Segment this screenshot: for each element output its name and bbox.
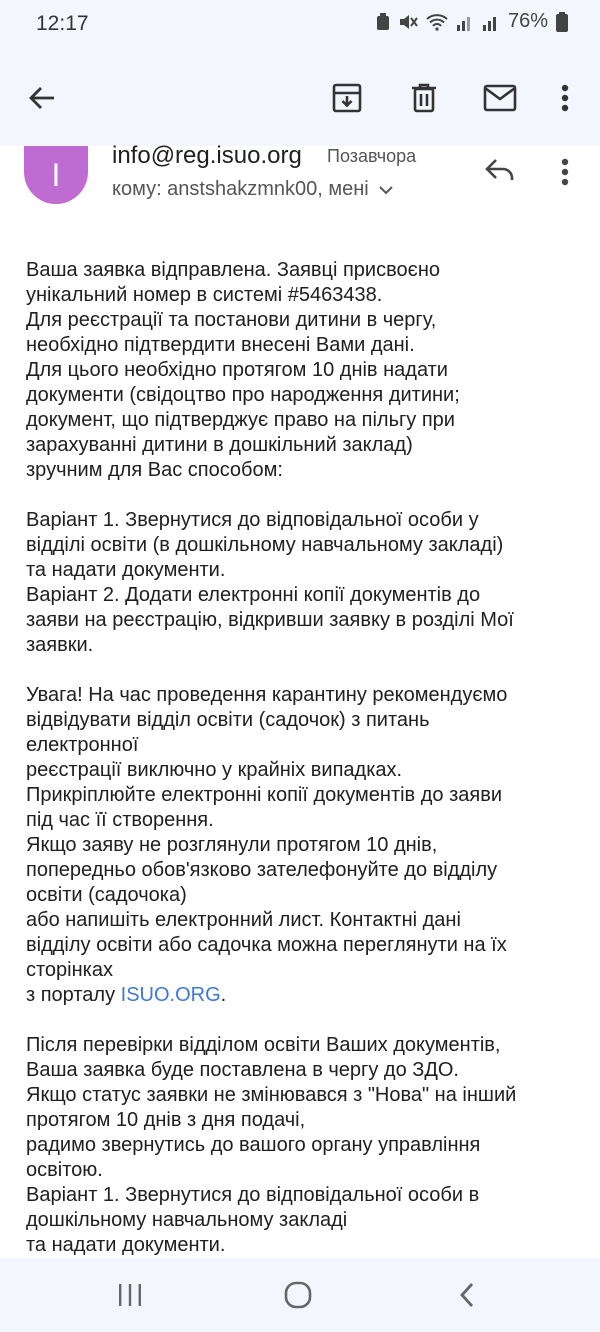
mark-unread-button[interactable] bbox=[476, 74, 524, 122]
body-line: або напишіть електронний лист. Контактні дані bbox=[26, 909, 461, 931]
archive-button[interactable] bbox=[323, 74, 371, 122]
trash-icon bbox=[411, 83, 437, 113]
sender-email[interactable]: info@reg.isuo.org bbox=[112, 142, 302, 169]
body-line: освіти (садочока) bbox=[26, 884, 187, 906]
body-line: дошкільному навчальному закладі bbox=[26, 1209, 348, 1231]
body-line: протягом 10 днів з дня подачі, bbox=[26, 1109, 306, 1131]
avatar-letter: I bbox=[51, 156, 61, 193]
body-line: сторінках bbox=[26, 959, 113, 981]
body-line: зарахуванні дитини в дошкільний заклад) bbox=[26, 434, 413, 456]
delete-button[interactable] bbox=[400, 74, 448, 122]
signal-icon-2 bbox=[482, 13, 500, 31]
more-vert-icon bbox=[561, 158, 569, 186]
mute-icon bbox=[398, 12, 418, 32]
signal-icon bbox=[456, 13, 474, 31]
body-line: заявки. bbox=[26, 634, 94, 656]
more-options-button[interactable] bbox=[541, 74, 589, 122]
recipients-text: кому: anstshakzmnk00, мені bbox=[112, 178, 369, 200]
body-line: під час її створення. bbox=[26, 809, 214, 831]
body-line: з порталу bbox=[26, 984, 121, 1006]
arrow-back-icon bbox=[28, 84, 56, 112]
recents-icon bbox=[117, 1283, 143, 1307]
body-line: Варіант 1. Звернутися до відповідальної особи в bbox=[26, 1184, 480, 1206]
body-line: Після перевірки відділом освіти Ваших документів, bbox=[26, 1034, 501, 1056]
back-button[interactable] bbox=[18, 74, 66, 122]
system-back-button[interactable] bbox=[443, 1271, 491, 1319]
body-line: Прикріплюйте електронні копії документів до заяви bbox=[26, 784, 502, 806]
system-nav-bar bbox=[0, 1258, 600, 1332]
recipients-toggle[interactable] bbox=[112, 178, 393, 201]
back-chevron-icon bbox=[459, 1282, 475, 1308]
wifi-icon bbox=[426, 13, 448, 31]
body-paragraph-3 bbox=[26, 683, 574, 1008]
body-line: зручним для Вас способом: bbox=[26, 459, 283, 481]
body-line: освітою. bbox=[26, 1159, 103, 1181]
body-line: електронної bbox=[26, 734, 139, 756]
message-body bbox=[26, 258, 574, 1258]
body-line: Ваша заявка відправлена. Заявці присвоєно bbox=[26, 259, 440, 281]
reply-button[interactable] bbox=[476, 146, 524, 194]
body-line: документи (свідоцтво про народження дитини; bbox=[26, 384, 460, 406]
body-line: Для реєстрації та постанови дитини в чергу, bbox=[26, 309, 437, 331]
body-line: документ, що підтверджує право на пільгу при bbox=[26, 409, 455, 431]
body-paragraph-1 bbox=[26, 258, 574, 483]
body-line: необхідно підтвердити внесені Вами дані. bbox=[26, 334, 415, 356]
body-line: реєстрації виключно у крайніх випадках. bbox=[26, 759, 403, 781]
status-icons bbox=[376, 10, 568, 33]
reply-icon bbox=[485, 158, 515, 182]
body-line: та надати документи. bbox=[26, 559, 226, 581]
body-paragraph-2 bbox=[26, 508, 574, 658]
app-bar bbox=[0, 50, 600, 146]
body-line: заяви на реєстрацію, відкривши заявку в розділі Мої bbox=[26, 609, 514, 631]
battery-percent: 76% bbox=[507, 10, 548, 32]
body-line: Якщо статус заявки не змінювався з "Нова" на інший bbox=[26, 1084, 517, 1106]
more-vert-icon bbox=[561, 84, 569, 112]
archive-icon bbox=[332, 83, 362, 113]
body-line: радимо звернутись до вашого органу управління bbox=[26, 1134, 481, 1156]
body-line: Варіант 2. Додати електронні копії документів до bbox=[26, 584, 481, 606]
message-header bbox=[0, 142, 600, 230]
body-line: Ваша заявка буде поставлена в чергу до ЗДО. bbox=[26, 1059, 459, 1081]
body-line: відділі освіти (в дошкільному навчальному закладі) bbox=[26, 534, 504, 556]
home-button[interactable] bbox=[274, 1271, 322, 1319]
body-line-suffix: . bbox=[220, 984, 227, 1006]
battery-icon bbox=[556, 12, 568, 32]
mail-icon bbox=[483, 84, 517, 112]
isuo-link[interactable]: ISUO.ORG bbox=[120, 984, 221, 1006]
recents-button[interactable] bbox=[106, 1271, 154, 1319]
body-line: Якщо заяву не розглянули протягом 10 днів, bbox=[26, 834, 438, 856]
body-line: відділу освіти або садочка можна переглянути на їх bbox=[26, 934, 507, 956]
message-date: Позавчора bbox=[327, 146, 417, 166]
body-line: попередньо обов'язково зателефонуйте до відділу bbox=[26, 859, 498, 881]
body-line: та надати документи. bbox=[26, 1234, 226, 1256]
status-time: 12:17 bbox=[36, 12, 89, 35]
home-icon bbox=[284, 1281, 312, 1309]
message-more-button[interactable] bbox=[541, 148, 589, 196]
chevron-down-icon bbox=[379, 185, 393, 195]
body-line: Варіант 1. Звернутися до відповідальної особи у bbox=[26, 509, 479, 531]
body-line: Увага! На час проведення карантину рекомендуємо bbox=[26, 684, 508, 706]
body-line: Для цього необхідно протягом 10 днів надати bbox=[26, 359, 448, 381]
body-line: унікальний номер в системі #5463438. bbox=[26, 284, 383, 306]
body-line: відвідувати відділ освіти (садочок) з питань bbox=[26, 709, 430, 731]
battery-saver-icon bbox=[376, 13, 390, 31]
avatar[interactable] bbox=[24, 146, 88, 204]
body-paragraph-4 bbox=[26, 1033, 574, 1258]
status-bar bbox=[0, 0, 600, 50]
